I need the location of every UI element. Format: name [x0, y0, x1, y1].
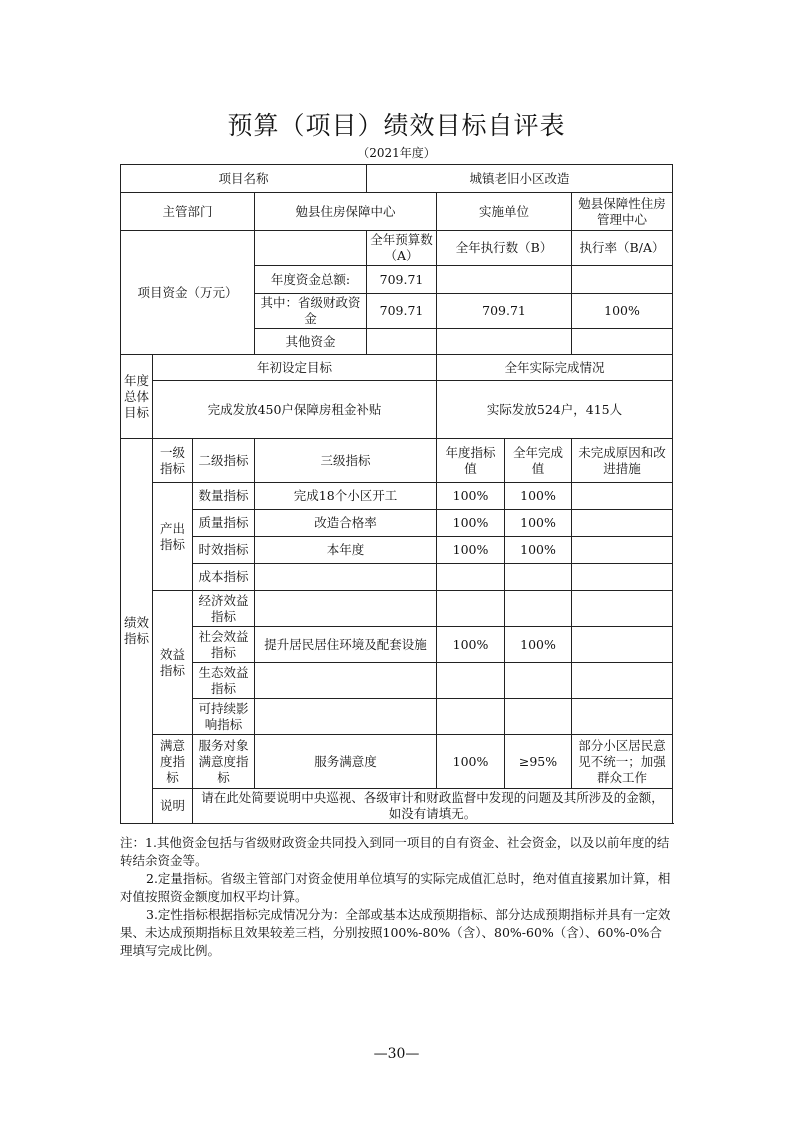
notes	[120, 834, 672, 960]
funds-budget: 709.71	[367, 266, 437, 294]
indicator-target	[437, 564, 505, 591]
impl-label: 实施单位	[437, 193, 572, 231]
funds-label: 项目资金（万元）	[121, 231, 255, 355]
indicator-l3: 完成18个小区开工	[255, 483, 437, 510]
header-l1: 一级指标	[153, 439, 193, 483]
funds-blank	[255, 231, 367, 266]
indicator-l2: 社会效益指标	[193, 627, 255, 663]
indicator-reason	[572, 627, 673, 663]
satisfaction-indicator-label: 满意度指标	[153, 735, 193, 789]
col-rate: 执行率（B/A）	[572, 231, 673, 266]
evaluation-table	[120, 164, 673, 824]
indicator-reason	[572, 483, 673, 510]
header-reason: 未完成原因和改进措施	[572, 439, 673, 483]
funds-rate	[572, 329, 673, 355]
page-subtitle: （2021年度）	[357, 146, 436, 160]
indicator-target: 100%	[437, 735, 505, 789]
indicator-reason: 部分小区居民意见不统一；加强群众工作	[572, 735, 673, 789]
goals-value-row	[121, 381, 673, 439]
indicator-l3	[255, 699, 437, 735]
impl-value: 勉县保障性住房管理中心	[572, 193, 673, 231]
funds-rate: 100%	[572, 294, 673, 329]
indicator-reason	[572, 591, 673, 627]
goals-set-value: 完成发放450户保障房租金补贴	[153, 381, 437, 439]
funds-budget: 709.71	[367, 294, 437, 329]
indicators-label: 绩效指标	[121, 439, 153, 824]
header-l3: 三级指标	[255, 439, 437, 483]
col-budget: 全年预算数（A）	[367, 231, 437, 266]
goals-col-set: 年初设定目标	[153, 355, 437, 381]
indicator-reason	[572, 663, 673, 699]
indicator-target: 100%	[437, 537, 505, 564]
project-name-label: 项目名称	[121, 165, 367, 193]
goals-header-row	[121, 355, 673, 381]
indicator-target	[437, 663, 505, 699]
indicator-row	[121, 627, 673, 663]
project-name-value: 城镇老旧小区改造	[367, 165, 673, 193]
indicator-row	[121, 564, 673, 591]
funds-rate	[572, 266, 673, 294]
indicator-reason	[572, 537, 673, 564]
funds-budget	[367, 329, 437, 355]
indicator-reason	[572, 699, 673, 735]
indicator-l3: 服务满意度	[255, 735, 437, 789]
note-item: 注：1.其他资金包括与省级财政资金共同投入到同一项目的自有资金、社会资金，以及以前年度的结转结余资金等。	[120, 835, 670, 868]
indicator-l2: 生态效益指标	[193, 663, 255, 699]
dept-value: 勉县住房保障中心	[255, 193, 437, 231]
funds-row-label: 其中：省级财政资金	[255, 294, 367, 329]
indicator-l2: 可持续影响指标	[193, 699, 255, 735]
indicator-l2: 经济效益指标	[193, 591, 255, 627]
indicator-actual	[505, 663, 572, 699]
indicator-l3	[255, 663, 437, 699]
indicator-row	[121, 510, 673, 537]
indicators-header-row	[121, 439, 673, 483]
indicator-l2: 服务对象满意度指标	[193, 735, 255, 789]
project-name-row	[121, 165, 673, 193]
indicator-target	[437, 591, 505, 627]
indicator-l3	[255, 591, 437, 627]
remark-row	[121, 789, 673, 824]
indicator-actual: 100%	[505, 483, 572, 510]
header-target: 年度指标值	[437, 439, 505, 483]
indicator-reason	[572, 510, 673, 537]
output-indicator-label: 产出指标	[153, 483, 193, 591]
funds-exec	[437, 266, 572, 294]
indicator-l3: 改造合格率	[255, 510, 437, 537]
funds-row-label: 年度资金总额:	[255, 266, 367, 294]
indicator-l2: 数量指标	[193, 483, 255, 510]
indicator-row	[121, 663, 673, 699]
goals-label: 年度总体目标	[121, 355, 153, 439]
indicator-actual	[505, 699, 572, 735]
indicator-actual: 100%	[505, 627, 572, 663]
indicator-l2: 时效指标	[193, 537, 255, 564]
indicator-actual: 100%	[505, 537, 572, 564]
page-title: 预算（项目）绩效目标自评表	[227, 111, 566, 140]
indicator-target: 100%	[437, 510, 505, 537]
note-item: 3.定性指标根据指标完成情况分为：全部或基本达成预期指标、部分达成预期指标并具有一定效果、未达成预期指标且效果较差三档，分别按照100%-80%（含）、80%-60%（含）、60%-0%合理填写完成比例。	[120, 907, 671, 958]
note-item: 2.定量指标。省级主管部门对资金使用单位填写的实际完成值汇总时，绝对值直接累加计算，相对值按照资金额度加权平均计算。	[120, 871, 671, 904]
funds-exec: 709.71	[437, 294, 572, 329]
indicator-row	[121, 537, 673, 564]
remark-text: 请在此处简要说明中央巡视、各级审计和财政监督中发现的问题及其所涉及的金额，如没有请填无。	[193, 789, 673, 824]
indicator-l2: 成本指标	[193, 564, 255, 591]
indicator-l3	[255, 564, 437, 591]
indicator-row	[121, 483, 673, 510]
indicator-target: 100%	[437, 483, 505, 510]
goals-col-actual: 全年实际完成情况	[437, 355, 673, 381]
funds-row-label: 其他资金	[255, 329, 367, 355]
indicator-reason	[572, 564, 673, 591]
indicator-actual: ≥95%	[505, 735, 572, 789]
indicator-target: 100%	[437, 627, 505, 663]
page-number: —30—	[373, 1046, 420, 1062]
dept-label: 主管部门	[121, 193, 255, 231]
indicator-l3: 提升居民居住环境及配套设施	[255, 627, 437, 663]
funds-exec	[437, 329, 572, 355]
indicator-l3: 本年度	[255, 537, 437, 564]
indicator-actual	[505, 591, 572, 627]
header-actual: 全年完成值	[505, 439, 572, 483]
indicator-actual	[505, 564, 572, 591]
indicator-actual: 100%	[505, 510, 572, 537]
col-exec: 全年执行数（B）	[437, 231, 572, 266]
funds-header-row	[121, 231, 673, 266]
indicator-row	[121, 699, 673, 735]
indicator-row	[121, 735, 673, 789]
header-l2: 二级指标	[193, 439, 255, 483]
indicator-row	[121, 591, 673, 627]
indicator-l2: 质量指标	[193, 510, 255, 537]
remark-label: 说明	[153, 789, 193, 824]
goals-actual-value: 实际发放524户，415人	[437, 381, 673, 439]
department-row	[121, 193, 673, 231]
benefit-indicator-label: 效益指标	[153, 591, 193, 735]
indicator-target	[437, 699, 505, 735]
